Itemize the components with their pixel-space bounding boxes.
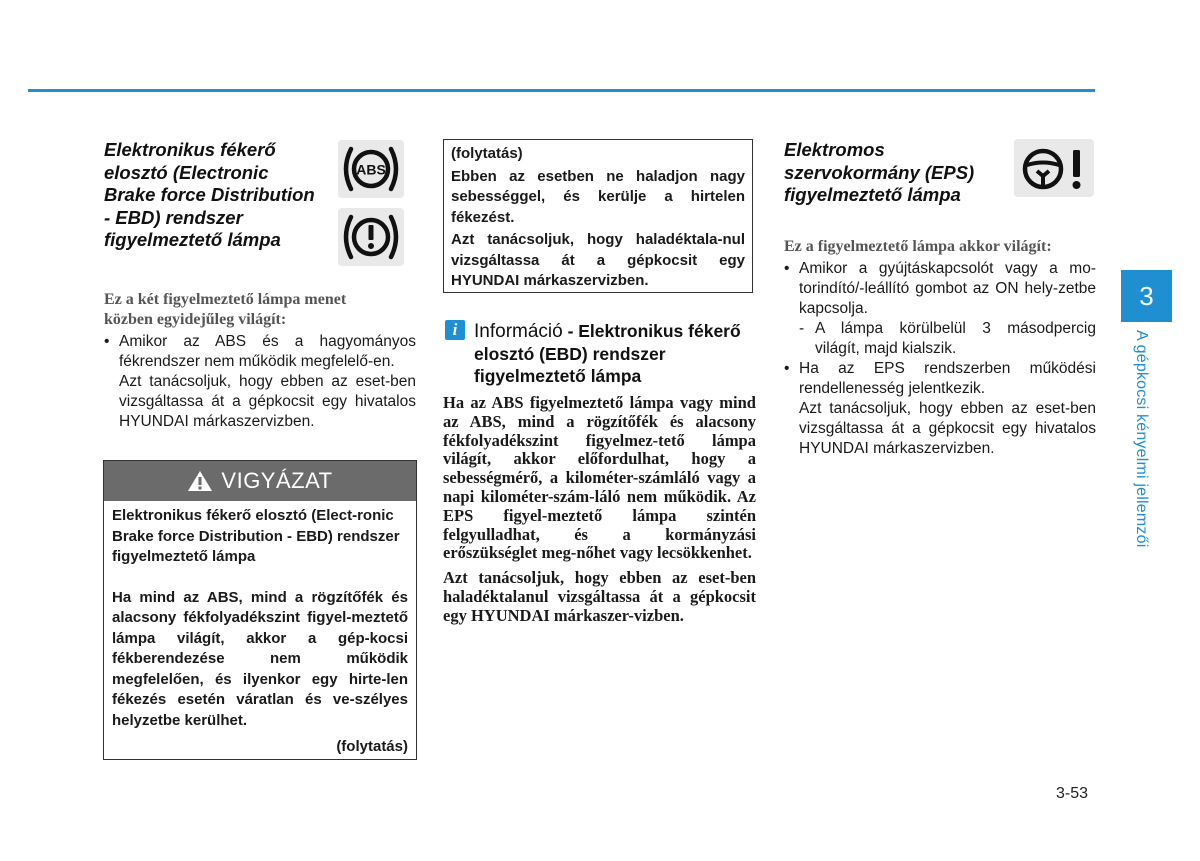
title-line: - EBD) rendszer (104, 206, 243, 228)
eps-lead: Ez a figyelmeztető lámpa akkor világít: (784, 237, 1052, 255)
title-line: Elektronikus fékerő (104, 139, 276, 160)
cont-p2: Azt tanácsoljuk, hogy haladéktala-nul vizsgáltassa át a gépkocsit egy HYUNDAI márkaszervizben. (451, 231, 745, 289)
top-rule (28, 89, 1095, 92)
caution-subtitle: Elektronikus fékerő elosztó (Elect-ronic Brake force Distribution - EBD) rendszer figyelmeztető lámpa (112, 507, 400, 565)
cont-p1: Ebben az esetben ne haladjon nagy sebességgel, és kerülje a hirtelen fékezést. (451, 167, 745, 226)
chapter-label: A gépkocsi kényelmi jellemzői (1133, 330, 1150, 548)
list-item-extra: Azt tanácsoljuk, hogy ebben az eset-ben vizsgáltassa át a gépkocsit egy hivatalos HYUNDAI márkaszervizben. (799, 399, 1096, 457)
list-item: • Amikor a gyújtáskapcsolót vagy a mo-torindító/-leállító gombot az ON hely-zetbe kapcsolja. (784, 259, 1096, 319)
title-line: elosztó (Electronic (104, 161, 269, 183)
info-icon: i (445, 320, 465, 340)
caution-text: Ha mind az ABS, mind a rögzítőfék és alacsony fékfolyadékszint figyel-meztető lámpa világít, akkor a gép-kocsi fékberendezése nem működik megfelelően, és ilyenkor egy hirte-len fékezés esetén váratlan és ve-szélyes helyzetbe kerülhet. (112, 588, 408, 729)
info-title-rest: - Elektronikus fékerő elosztó (EBD) rendszer figyelmeztető lámpa (474, 321, 741, 386)
title-line: szervokormány (EPS) (784, 161, 975, 183)
ebd-list (104, 332, 416, 432)
caution-box (103, 460, 417, 760)
cont-label: (folytatás) (451, 145, 523, 162)
ebd-lead (104, 290, 416, 330)
lead-line: közben egyidejűleg világít: (104, 310, 287, 328)
brake-warning-icon (338, 208, 404, 266)
chapter-tab: 3 (1121, 270, 1172, 322)
warning-triangle-icon (187, 470, 213, 492)
info-text (443, 394, 756, 632)
eps-title (784, 139, 1014, 207)
list-item-extra: Azt tanácsoljuk, hogy ebben az eset-ben vizsgáltassa át a gépkocsit egy hivatalos HYUNDAI márkaszervizben. (119, 372, 416, 430)
caution-title: VIGYÁZAT (221, 468, 333, 493)
info-p1: Ha az ABS figyelmeztető lámpa vagy mind az ABS, mind a rögzítőfék és alacsony fékfolyadékszint figyelmez-tető lámpa világít, akkor előfordulhat, hogy a sebességmérő, a kilométer-számláló vagy a napi kilométer-szám-láló nem működik. Az EPS figyel-meztető lámpa szintén felgyulladhat, és a kormányzási erőszükséglet meg-nőhet vagy lecsökkenhet. (443, 393, 756, 563)
list-item: • Ha az EPS rendszerben működési rendellenesség jelentkezik. (784, 359, 1096, 399)
title-line: Elektromos (784, 139, 885, 160)
list-item: • Amikor az ABS és a hagyományos fékrendszer nem működik megfelelő-en. (104, 332, 416, 372)
info-p2: Azt tanácsoljuk, hogy ebben az eset-ben haladéktalanul vizsgáltassa át a gépkocsit egy HYUNDAI márkaszer-vizben. (443, 568, 756, 625)
title-line: Brake force Distribution (104, 184, 315, 205)
info-title (474, 320, 759, 387)
caution-header (104, 461, 416, 501)
steering-warning-icon (1014, 139, 1094, 197)
info-word: Információ (474, 321, 563, 342)
title-line: figyelmeztető lámpa (104, 229, 281, 250)
lead-line: Ez a két figyelmeztető lámpa menet (104, 290, 347, 308)
eps-list (784, 259, 1096, 459)
title-line: figyelmeztető lámpa (784, 184, 961, 205)
list-subitem: - A lámpa körülbelül 3 másodpercig világít, majd kialszik. (784, 319, 1096, 359)
abs-icon-text: ABS (356, 161, 386, 178)
caution-continued: (folytatás) (336, 738, 408, 755)
continuation-box (443, 139, 753, 293)
ebd-title (104, 139, 334, 252)
page-number: 3-53 (1056, 785, 1089, 802)
abs-warning-icon (338, 140, 404, 198)
